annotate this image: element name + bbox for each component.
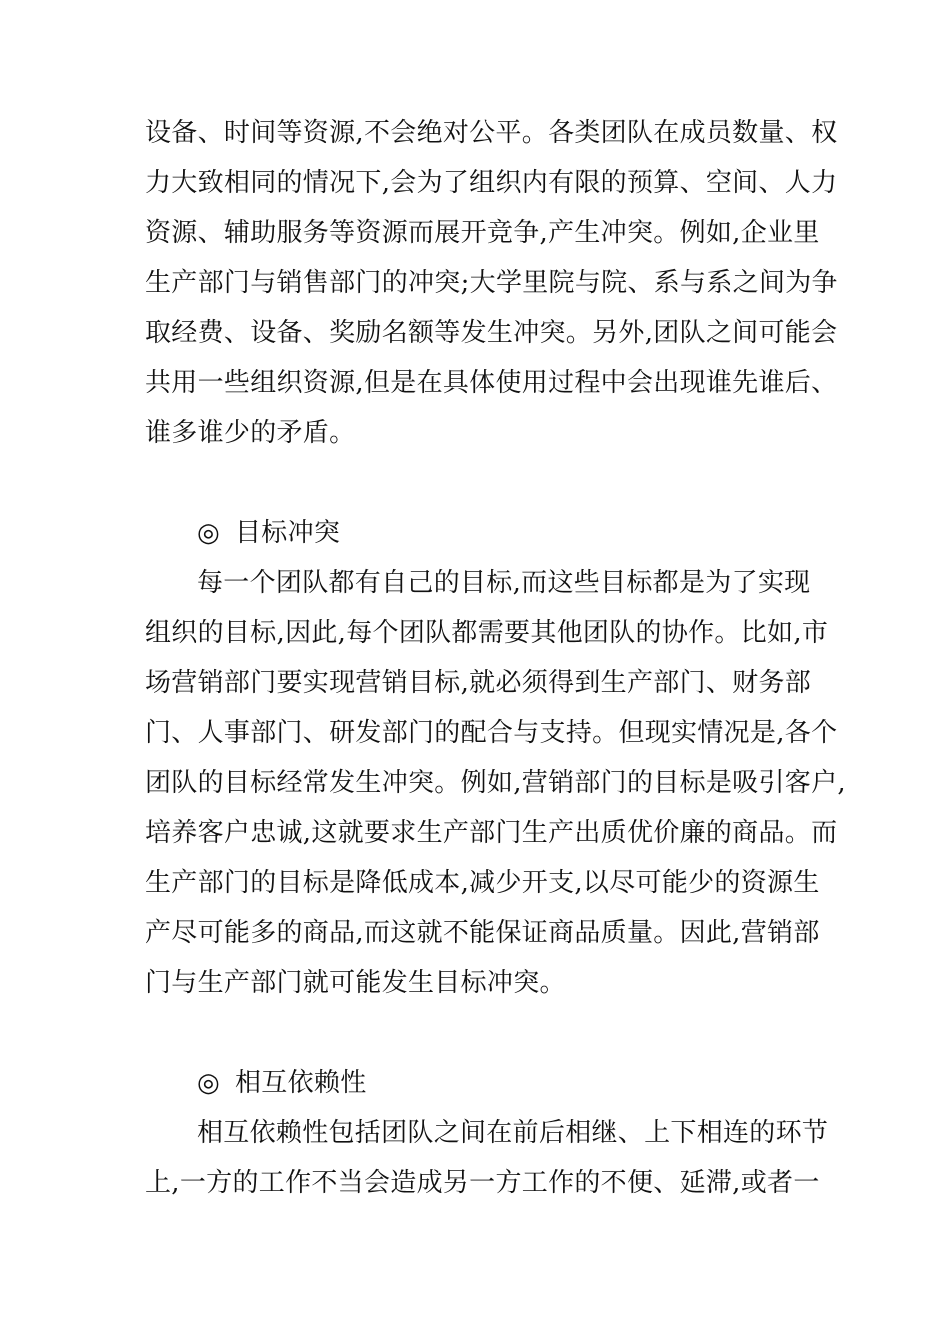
section-heading bbox=[197, 518, 340, 548]
paragraph-line: 设备、时间等资源,不会绝对公平。各类团队在成员数量、权 bbox=[145, 118, 838, 148]
paragraph-line: 门、人事部门、研发部门的配合与支持。但现实情况是,各个 bbox=[145, 718, 838, 748]
paragraph-line: 培养客户忠诚,这就要求生产部门生产出质优价廉的商品。而 bbox=[145, 818, 838, 848]
paragraph-line: 资源、辅助服务等资源而展开竞争,产生冲突。例如,企业里 bbox=[145, 218, 820, 248]
section-title: 相互依赖性 bbox=[235, 1068, 367, 1098]
paragraph-line: 产尽可能多的商品,而这就不能保证商品质量。因此,营销部 bbox=[145, 918, 820, 948]
paragraph-line: 力大致相同的情况下,会为了组织内有限的预算、空间、人力 bbox=[145, 168, 838, 198]
paragraph-line: 团队的目标经常发生冲突。例如,营销部门的目标是吸引客户, bbox=[145, 768, 846, 798]
paragraph-line: 共用一些组织资源,但是在具体使用过程中会出现谁先谁后、 bbox=[145, 368, 838, 398]
bullet-mark: ◎ bbox=[197, 1068, 220, 1098]
paragraph-line: 生产部门与销售部门的冲突;大学里院与院、系与系之间为争 bbox=[145, 268, 838, 298]
paragraph-line: 谁多谁少的矛盾。 bbox=[145, 418, 356, 448]
bullet-mark: ◎ bbox=[197, 518, 220, 548]
paragraph-line: 场营销部门要实现营销目标,就必须得到生产部门、财务部 bbox=[145, 668, 812, 698]
paragraph-line: 每一个团队都有自己的目标,而这些目标都是为了实现 bbox=[197, 568, 811, 598]
section-heading bbox=[197, 1068, 367, 1098]
paragraph-line: 上,一方的工作不当会造成另一方工作的不便、延滞,或者一 bbox=[145, 1168, 820, 1198]
paragraph-line: 生产部门的目标是降低成本,减少开支,以尽可能少的资源生 bbox=[145, 868, 820, 898]
paragraph-line: 组织的目标,因此,每个团队都需要其他团队的协作。比如,市 bbox=[145, 618, 829, 648]
paragraph-line: 门与生产部门就可能发生目标冲突。 bbox=[145, 968, 566, 998]
paragraph-line: 取经费、设备、奖励名额等发生冲突。另外,团队之间可能会 bbox=[145, 318, 838, 348]
section-title: 目标冲突 bbox=[235, 518, 341, 548]
paragraph-line: 相互依赖性包括团队之间在前后相继、上下相连的环节 bbox=[197, 1118, 829, 1148]
